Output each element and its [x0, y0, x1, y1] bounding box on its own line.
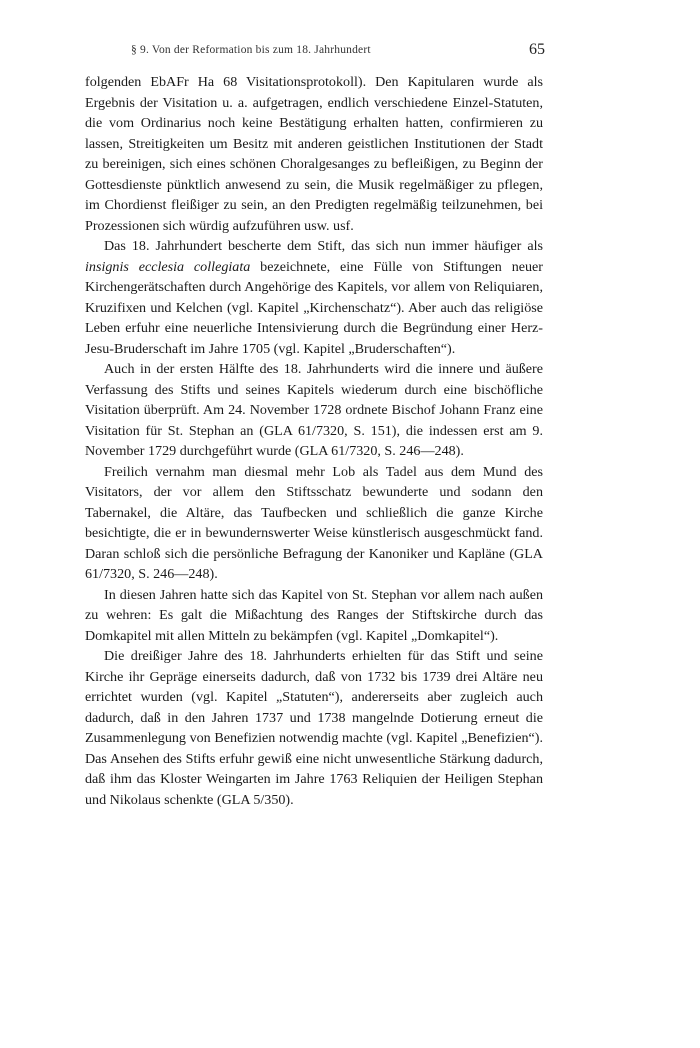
paragraph: [85, 236, 543, 359]
paragraph-text: bezeichnete, eine Fülle von Stiftungen neuer Kirchengerätschaften durch Angehörige des Kapitels, vor allem von Reliquiaren, Kruzifixen und Kelchen (vgl. Kapitel „Kirchenschatz“). Aber auch das religiöse Leben erfuhr eine neuerliche Intensivierung durch die Begründung einer Herz-Jesu-Bruderschaft im Jahre 1705 (vgl. Kapitel „Bruderschaften“).: [85, 258, 543, 357]
paragraph-text: Freilich vernahm man diesmal mehr Lob als Tadel aus dem Mund des Visitators, der vor allem den Stiftsschatz bewunderte und sodann den Tabernakel, die Altäre, das Taufbecken und schließlich die ganze Kirche besichtigte, die er in bewundernswerter Weise künstlerisch ausgeschmückt fand. Daran schloß sich die persönliche Befragung der Kanoniker und Kapläne (GLA 61/7320, S. 246—248).: [85, 463, 543, 582]
page-number: 65: [529, 41, 545, 58]
book-page: [85, 40, 543, 810]
paragraph: [85, 585, 543, 647]
paragraph: [85, 646, 543, 810]
latin-phrase: insignis ecclesia collegiata: [85, 258, 251, 275]
paragraph: [85, 359, 543, 462]
paragraph-text: Die dreißiger Jahre des 18. Jahrhunderts erhielten für das Stift und seine Kirche ihr Gepräge einerseits dadurch, daß von 1732 bis 1739 drei Altäre neu errichtet wurden (vgl. Kapitel „Statuten“), andererseits aber zugleich auch dadurch, daß in den Jahren 1737 und 1738 mangelnde Dotierung erneut die Zusammenlegung von Benefizien notwendig machte (vgl. Kapitel „Benefizien“). Das Ansehen des Stifts erfuhr gewiß eine nicht unwesentliche Stärkung dadurch, daß ihm das Kloster Weingarten im Jahre 1763 Reliquien der Heiligen Stephan und Nikolaus schenkte (GLA 5/350).: [85, 648, 543, 808]
page-header: [85, 40, 543, 64]
paragraph-text: Das 18. Jahrhundert bescherte dem Stift, das sich nun immer häufiger als: [104, 238, 543, 254]
body-text: [85, 72, 543, 810]
paragraph-text: Auch in der ersten Hälfte des 18. Jahrhunderts wird die innere und äußere Verfassung des Stifts und seines Kapitels wiederum durch eine bischöfliche Visitation überprüft. Am 24. November 1728 ordnete Bischof Johann Franz eine Visitation für St. Stephan an (GLA 61/7320, S. 151), die indessen erst am 9. November 1729 durchgeführt wurde (GLA 61/7320, S. 246—248).: [85, 361, 543, 459]
running-head: § 9. Von der Reformation bis zum 18. Jahrhundert: [131, 44, 371, 56]
paragraph: [85, 462, 543, 585]
paragraph-text: folgenden EbAFr Ha 68 Visitationsprotokoll). Den Kapitularen wurde als Ergebnis der Visitation u. a. aufgetragen, endlich verschiedene Einzel-Statuten, die vom Ordinarius noch keine Bestätigung erhalten hatten, confirmieren zu lassen, Streitigkeiten um Besitz mit anderen geistlichen Institutionen der Stadt zu bereinigen, sich eines schönen Choralgesanges zu befleißigen, zu Beginn der Gottesdienste pünktlich anwesend zu sein, die Musik regelmäßiger zu pflegen, im Chordienst fleißiger zu sein, an den Predigten regelmäßig teilzunehmen, bei Prozessionen sich würdig aufzuführen usw. usf.: [85, 74, 543, 234]
paragraph: [85, 72, 543, 236]
paragraph-text: In diesen Jahren hatte sich das Kapitel von St. Stephan vor allem nach außen zu wehren: Es galt die Mißachtung des Ranges der Stiftskirche durch das Domkapitel mit allen Mitteln zu bekämpfen (vgl. Kapitel „Domkapitel“).: [85, 586, 543, 644]
